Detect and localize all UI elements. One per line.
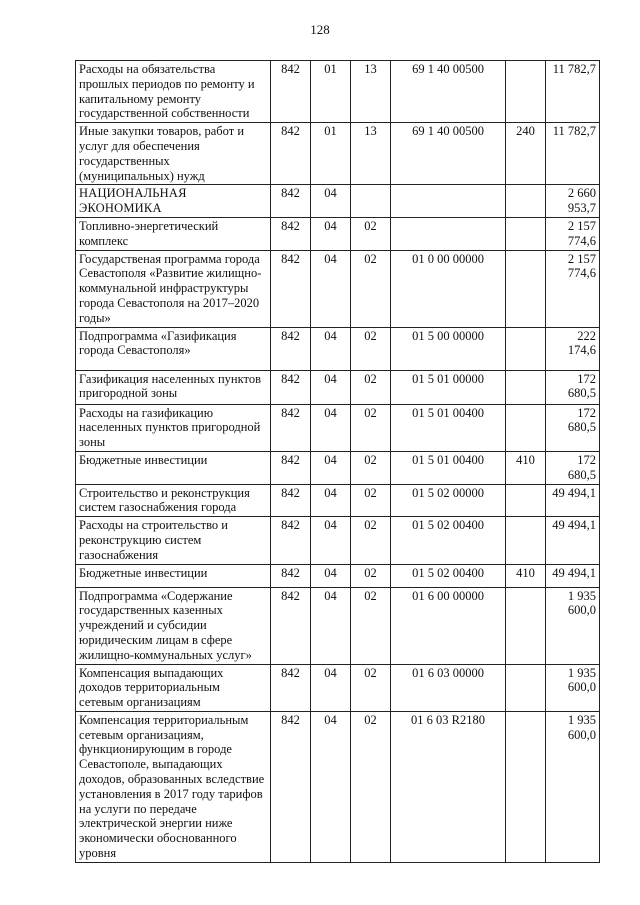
row-target-article-cell: 01 5 02 00000 [391,484,506,517]
row-razdel-cell: 04 [311,185,351,218]
row-target-article-cell: 01 6 03 R2180 [391,711,506,862]
row-target-article-cell [391,217,506,250]
row-name-cell: Топливно-энергетический комплекс [76,217,271,250]
row-amount-cell: 172 680,5 [546,451,600,484]
table-row [76,564,600,587]
row-expense-type-cell [506,250,546,327]
row-expense-type-cell [506,185,546,218]
row-target-article-cell: 01 5 02 00400 [391,564,506,587]
row-grbs-cell: 842 [271,451,311,484]
table-row [76,404,600,451]
row-amount-cell: 2 157 774,6 [546,217,600,250]
row-podrazdel-cell: 02 [351,587,391,664]
row-grbs-cell: 842 [271,123,311,185]
row-expense-type-cell: 410 [506,564,546,587]
budget-table-body [76,61,600,863]
row-podrazdel-cell: 02 [351,404,391,451]
row-expense-type-cell [506,711,546,862]
row-razdel-cell: 01 [311,61,351,123]
row-grbs-cell: 842 [271,185,311,218]
row-expense-type-cell [506,587,546,664]
row-podrazdel-cell: 02 [351,451,391,484]
row-podrazdel-cell: 02 [351,217,391,250]
row-name-cell: Государственая программа города Севастополя «Развитие жилищно-коммунальной инфраструктуры города Севастополя на 2017–2020 годы» [76,250,271,327]
row-name-cell: Расходы на обязательства прошлых периодов по ремонту и капитальному ремонту государственной собственности [76,61,271,123]
table-row [76,217,600,250]
row-razdel-cell: 04 [311,370,351,404]
row-expense-type-cell [506,517,546,564]
row-podrazdel-cell: 02 [351,250,391,327]
row-razdel-cell: 04 [311,250,351,327]
table-row [76,664,600,711]
row-target-article-cell: 01 6 03 00000 [391,664,506,711]
row-amount-cell: 222 174,6 [546,327,600,370]
row-name-cell: Строительство и реконструкция систем газоснабжения города [76,484,271,517]
row-razdel-cell: 04 [311,327,351,370]
row-expense-type-cell: 410 [506,451,546,484]
row-target-article-cell: 01 5 01 00400 [391,451,506,484]
budget-table [75,60,600,863]
row-name-cell: Компенсация территориальным сетевым организациям, функционирующим в городе Севастополе, выпадающих доходов, образованных вследствие установления в 2017 году тарифов на услуги по передаче электрической энергии ниже экономически обоснованного уровня [76,711,271,862]
table-row [76,517,600,564]
row-podrazdel-cell: 02 [351,484,391,517]
row-grbs-cell: 842 [271,61,311,123]
row-amount-cell: 49 494,1 [546,484,600,517]
row-grbs-cell: 842 [271,404,311,451]
table-row [76,250,600,327]
row-expense-type-cell [506,484,546,517]
table-row [76,711,600,862]
row-expense-type-cell: 240 [506,123,546,185]
row-grbs-cell: 842 [271,587,311,664]
row-target-article-cell: 01 0 00 00000 [391,250,506,327]
row-amount-cell: 172 680,5 [546,370,600,404]
row-amount-cell: 2 157 774,6 [546,250,600,327]
row-target-article-cell: 01 5 01 00000 [391,370,506,404]
row-expense-type-cell [506,664,546,711]
row-amount-cell: 172 680,5 [546,404,600,451]
row-podrazdel-cell: 02 [351,370,391,404]
row-podrazdel-cell: 13 [351,123,391,185]
row-target-article-cell: 69 1 40 00500 [391,123,506,185]
row-amount-cell: 1 935 600,0 [546,587,600,664]
table-row [76,370,600,404]
row-razdel-cell: 04 [311,711,351,862]
row-razdel-cell: 04 [311,587,351,664]
row-podrazdel-cell: 02 [351,564,391,587]
row-name-cell: Иные закупки товаров, работ и услуг для обеспечения государственных (муниципальных) нужд [76,123,271,185]
row-name-cell: Подпрограмма «Газификация города Севастополя» [76,327,271,370]
row-razdel-cell: 04 [311,664,351,711]
row-target-article-cell: 01 5 01 00400 [391,404,506,451]
row-expense-type-cell [506,217,546,250]
row-target-article-cell: 69 1 40 00500 [391,61,506,123]
row-expense-type-cell [506,404,546,451]
row-name-cell: Расходы на строительство и реконструкцию систем газоснабжения [76,517,271,564]
row-amount-cell: 2 660 953,7 [546,185,600,218]
row-amount-cell: 49 494,1 [546,564,600,587]
row-podrazdel-cell: 02 [351,664,391,711]
row-name-cell: Бюджетные инвестиции [76,564,271,587]
row-podrazdel-cell: 02 [351,711,391,862]
row-podrazdel-cell [351,185,391,218]
row-grbs-cell: 842 [271,517,311,564]
row-name-cell: Расходы на газификацию населенных пунктов пригородной зоны [76,404,271,451]
table-row [76,451,600,484]
row-name-cell: Бюджетные инвестиции [76,451,271,484]
row-amount-cell: 1 935 600,0 [546,664,600,711]
row-name-cell: Подпрограмма «Содержание государственных казенных учреждений и субсидии юридическим лицам в сфере жилищно-коммунальных услуг» [76,587,271,664]
row-razdel-cell: 04 [311,404,351,451]
row-expense-type-cell [506,370,546,404]
row-razdel-cell: 04 [311,451,351,484]
row-grbs-cell: 842 [271,664,311,711]
table-row [76,61,600,123]
row-grbs-cell: 842 [271,564,311,587]
row-grbs-cell: 842 [271,217,311,250]
row-razdel-cell: 04 [311,564,351,587]
row-expense-type-cell [506,327,546,370]
row-razdel-cell: 04 [311,484,351,517]
row-podrazdel-cell: 13 [351,61,391,123]
row-target-article-cell [391,185,506,218]
row-name-cell: НАЦИОНАЛЬНАЯ ЭКОНОМИКА [76,185,271,218]
row-razdel-cell: 01 [311,123,351,185]
row-target-article-cell: 01 5 00 00000 [391,327,506,370]
row-expense-type-cell [506,61,546,123]
table-row [76,123,600,185]
row-podrazdel-cell: 02 [351,327,391,370]
row-grbs-cell: 842 [271,327,311,370]
row-target-article-cell: 01 5 02 00400 [391,517,506,564]
row-razdel-cell: 04 [311,517,351,564]
row-grbs-cell: 842 [271,250,311,327]
table-row [76,587,600,664]
row-amount-cell: 1 935 600,0 [546,711,600,862]
table-row [76,327,600,370]
row-amount-cell: 11 782,7 [546,123,600,185]
row-amount-cell: 11 782,7 [546,61,600,123]
row-podrazdel-cell: 02 [351,517,391,564]
row-grbs-cell: 842 [271,711,311,862]
table-row [76,484,600,517]
table-row [76,185,600,218]
row-target-article-cell: 01 6 00 00000 [391,587,506,664]
row-razdel-cell: 04 [311,217,351,250]
row-name-cell: Компенсация выпадающих доходов территориальным сетевым организациям [76,664,271,711]
row-grbs-cell: 842 [271,484,311,517]
page-number: 128 [310,22,330,37]
row-grbs-cell: 842 [271,370,311,404]
row-name-cell: Газификация населенных пунктов пригородной зоны [76,370,271,404]
row-amount-cell: 49 494,1 [546,517,600,564]
